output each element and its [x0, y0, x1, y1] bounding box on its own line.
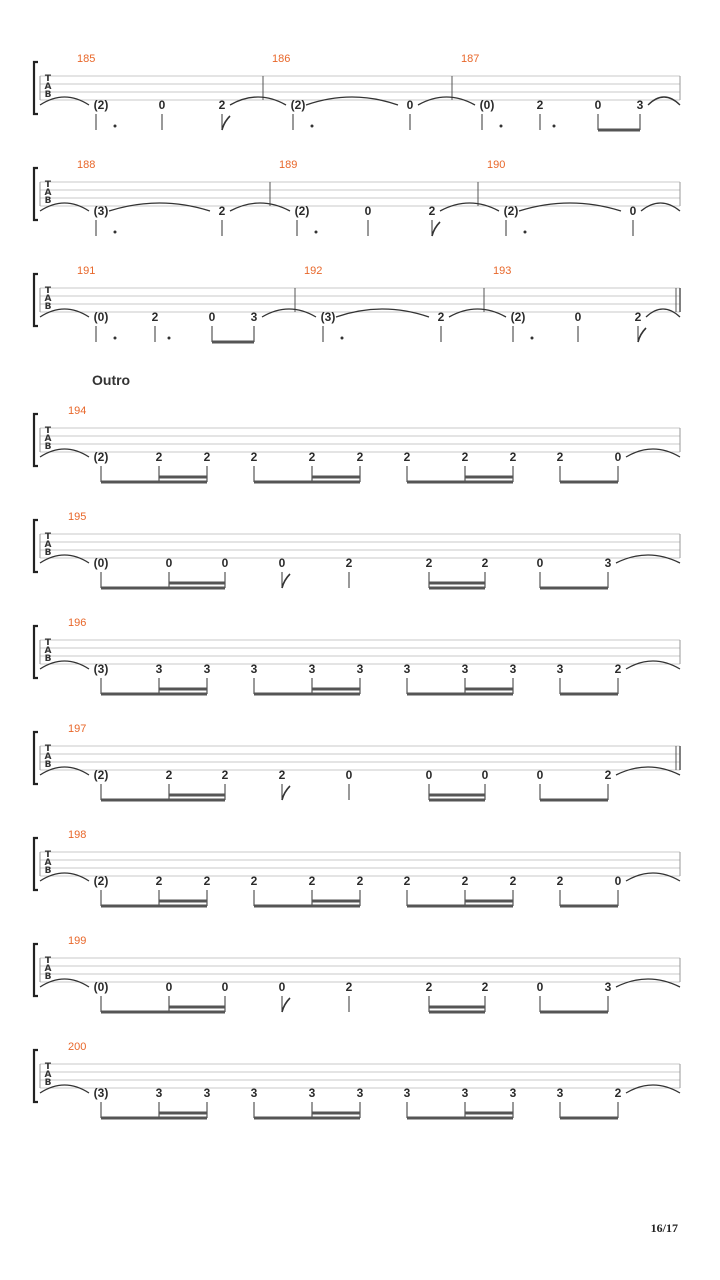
- tab-clef-b: B: [44, 760, 52, 770]
- fret-number: 2: [634, 310, 642, 324]
- tie-out: [616, 767, 680, 775]
- fret-number: (2): [93, 98, 109, 112]
- fret-number: 0: [536, 980, 544, 994]
- page-number: 16/17: [650, 1221, 678, 1235]
- tab-clef-a: A: [44, 540, 52, 550]
- fret-number: 0: [536, 768, 544, 782]
- measure-number: 186: [272, 53, 291, 65]
- rhythm-dot: [524, 231, 527, 234]
- fret-number: 0: [221, 980, 229, 994]
- measure-number: 194: [68, 405, 87, 417]
- fret-number: 2: [536, 98, 544, 112]
- fret-number: 0: [614, 450, 622, 464]
- tie-out: [230, 203, 290, 211]
- tab-system: [34, 617, 680, 694]
- tab-clef-a: A: [44, 646, 52, 656]
- tab-clef-t: T: [44, 850, 52, 860]
- fret-number: 2: [151, 310, 159, 324]
- fret-number: 2: [345, 556, 353, 570]
- fret-number: 3: [308, 1086, 316, 1100]
- eighth-flag: [432, 222, 440, 236]
- tie-out: [519, 203, 621, 211]
- measure-number: 200: [68, 1041, 87, 1053]
- fret-number: (3): [93, 662, 109, 676]
- measure-number: 192: [304, 265, 323, 277]
- fret-number: (3): [93, 1086, 109, 1100]
- tie-out: [616, 555, 680, 563]
- fret-number: (2): [290, 98, 306, 112]
- fret-number: 3: [509, 1086, 517, 1100]
- tab-clef-a: A: [44, 434, 52, 444]
- tab-clef-a: A: [44, 82, 52, 92]
- tab-clef-t: T: [44, 286, 52, 296]
- fret-number: 2: [556, 450, 564, 464]
- rhythm-dot: [114, 125, 117, 128]
- fret-number: 2: [155, 874, 163, 888]
- system-bracket: [34, 838, 38, 890]
- tab-clef-t: T: [44, 1062, 52, 1072]
- tab-system: [34, 723, 680, 800]
- fret-number: 3: [556, 662, 564, 676]
- tab-clef-b: B: [44, 302, 52, 312]
- fret-number: 2: [250, 874, 258, 888]
- measure-number: 185: [77, 53, 96, 65]
- fret-number: 2: [356, 450, 364, 464]
- tie-out: [306, 97, 398, 105]
- system-bracket: [34, 414, 38, 466]
- fret-number: 2: [345, 980, 353, 994]
- fret-number: 3: [356, 1086, 364, 1100]
- system-bracket: [34, 944, 38, 996]
- fret-number: 3: [250, 310, 258, 324]
- tab-clef-b: B: [44, 90, 52, 100]
- fret-number: 3: [203, 1086, 211, 1100]
- tab-clef-t: T: [44, 744, 52, 754]
- fret-number: 2: [428, 204, 436, 218]
- tab-clef-t: T: [44, 638, 52, 648]
- measure-number: 187: [461, 53, 480, 65]
- fret-number: 0: [594, 98, 602, 112]
- tab-clef-a: A: [44, 964, 52, 974]
- fret-number: 2: [356, 874, 364, 888]
- fret-number: 3: [604, 556, 612, 570]
- tab-clef-b: B: [44, 442, 52, 452]
- fret-number: (2): [510, 310, 526, 324]
- system-bracket: [34, 626, 38, 678]
- fret-number: 3: [509, 662, 517, 676]
- tab-clef-b: B: [44, 866, 52, 876]
- tie-out: [109, 203, 210, 211]
- rhythm-dot: [114, 337, 117, 340]
- tie-out: [230, 97, 286, 105]
- fret-number: 3: [403, 662, 411, 676]
- measure-number: 189: [279, 159, 298, 171]
- fret-number: 2: [250, 450, 258, 464]
- fret-number: 2: [308, 874, 316, 888]
- tab-system: [34, 53, 680, 130]
- tab-clef-b: B: [44, 548, 52, 558]
- fret-number: 0: [165, 980, 173, 994]
- fret-number: (2): [93, 874, 109, 888]
- fret-number: 2: [509, 450, 517, 464]
- fret-number: 3: [356, 662, 364, 676]
- tab-clef-t: T: [44, 74, 52, 84]
- fret-number: 2: [221, 768, 229, 782]
- tab-system: [34, 829, 680, 906]
- fret-number: 3: [604, 980, 612, 994]
- rhythm-dot: [500, 125, 503, 128]
- fret-number: (2): [93, 450, 109, 464]
- tab-clef-t: T: [44, 532, 52, 542]
- fret-number: 0: [425, 768, 433, 782]
- measure-number: 198: [68, 829, 87, 841]
- system-bracket: [34, 520, 38, 572]
- fret-number: 3: [461, 1086, 469, 1100]
- tab-clef-t: T: [44, 956, 52, 966]
- fret-number: (3): [93, 204, 109, 218]
- measure-number: 191: [77, 265, 96, 277]
- measure-number: 190: [487, 159, 506, 171]
- tab-system: [34, 265, 680, 342]
- tab-clef-a: A: [44, 188, 52, 198]
- fret-number: 2: [403, 450, 411, 464]
- fret-number: 3: [250, 1086, 258, 1100]
- fret-number: 2: [308, 450, 316, 464]
- rhythm-dot: [168, 337, 171, 340]
- fret-number: 2: [556, 874, 564, 888]
- tie-out: [440, 203, 499, 211]
- fret-number: 0: [481, 768, 489, 782]
- fret-number: 3: [403, 1086, 411, 1100]
- fret-number: 0: [221, 556, 229, 570]
- fret-number: 0: [536, 556, 544, 570]
- rhythm-dot: [114, 231, 117, 234]
- tie-out: [262, 309, 316, 317]
- system-bracket: [34, 168, 38, 220]
- fret-number: 0: [278, 980, 286, 994]
- tie-out: [418, 97, 475, 105]
- tab-clef-b: B: [44, 654, 52, 664]
- measure-number: 195: [68, 511, 87, 523]
- fret-number: (2): [294, 204, 310, 218]
- fret-number: 3: [636, 98, 644, 112]
- system-bracket: [34, 732, 38, 784]
- fret-number: 0: [614, 874, 622, 888]
- fret-number: 2: [461, 874, 469, 888]
- tie-out: [626, 661, 680, 669]
- fret-number: (0): [93, 556, 109, 570]
- tie-out: [641, 203, 680, 211]
- tab-system: [34, 1041, 680, 1118]
- fret-number: (0): [479, 98, 495, 112]
- fret-number: 2: [155, 450, 163, 464]
- tie-out: [626, 1085, 680, 1093]
- fret-number: 2: [218, 204, 226, 218]
- tie-out: [449, 309, 506, 317]
- fret-number: (0): [93, 980, 109, 994]
- rhythm-dot: [553, 125, 556, 128]
- fret-number: 2: [203, 874, 211, 888]
- fret-number: 2: [425, 980, 433, 994]
- fret-number: 3: [250, 662, 258, 676]
- system-bracket: [34, 62, 38, 114]
- fret-number: 2: [218, 98, 226, 112]
- rhythm-dot: [531, 337, 534, 340]
- eighth-flag: [222, 116, 230, 130]
- fret-number: (2): [93, 768, 109, 782]
- fret-number: 3: [556, 1086, 564, 1100]
- fret-number: 0: [574, 310, 582, 324]
- fret-number: 2: [461, 450, 469, 464]
- fret-number: 3: [155, 1086, 163, 1100]
- tab-clef-b: B: [44, 1078, 52, 1088]
- tie-out: [626, 449, 680, 457]
- rhythm-dot: [311, 125, 314, 128]
- fret-number: (0): [93, 310, 109, 324]
- fret-number: 3: [155, 662, 163, 676]
- tab-clef-a: A: [44, 858, 52, 868]
- tab-clef-b: B: [44, 196, 52, 206]
- eighth-flag: [282, 998, 290, 1012]
- fret-number: 0: [158, 98, 166, 112]
- tab-system: [34, 159, 680, 236]
- tie-out: [336, 309, 429, 317]
- measure-number: 196: [68, 617, 87, 629]
- fret-number: 0: [629, 204, 637, 218]
- tie-out: [648, 97, 680, 105]
- eighth-flag: [282, 574, 290, 588]
- fret-number: 0: [345, 768, 353, 782]
- tie-out: [616, 979, 680, 987]
- rhythm-dot: [341, 337, 344, 340]
- tab-clef-a: A: [44, 752, 52, 762]
- tab-clef-t: T: [44, 180, 52, 190]
- fret-number: 3: [461, 662, 469, 676]
- fret-number: 2: [278, 768, 286, 782]
- fret-number: 2: [481, 556, 489, 570]
- fret-number: 0: [364, 204, 372, 218]
- fret-number: 2: [425, 556, 433, 570]
- tab-clef-a: A: [44, 294, 52, 304]
- tab-clef-t: T: [44, 426, 52, 436]
- fret-number: 0: [278, 556, 286, 570]
- fret-number: 2: [403, 874, 411, 888]
- fret-number: 2: [437, 310, 445, 324]
- system-bracket: [34, 274, 38, 326]
- fret-number: 3: [308, 662, 316, 676]
- measure-number: 188: [77, 159, 96, 171]
- tab-system: [34, 405, 680, 482]
- fret-number: 3: [203, 662, 211, 676]
- measure-number: 197: [68, 723, 87, 735]
- measure-number: 199: [68, 935, 87, 947]
- fret-number: 0: [165, 556, 173, 570]
- tab-clef-b: B: [44, 972, 52, 982]
- rhythm-dot: [315, 231, 318, 234]
- fret-number: 0: [406, 98, 414, 112]
- fret-number: 2: [165, 768, 173, 782]
- fret-number: 2: [481, 980, 489, 994]
- tab-system: [34, 511, 680, 588]
- eighth-flag: [282, 786, 290, 800]
- fret-number: 0: [208, 310, 216, 324]
- fret-number: 2: [604, 768, 612, 782]
- section-label-outro: Outro: [92, 372, 131, 388]
- measure-number: 193: [493, 265, 512, 277]
- tie-out: [646, 309, 680, 317]
- fret-number: 2: [203, 450, 211, 464]
- fret-number: (3): [320, 310, 336, 324]
- eighth-flag: [638, 328, 646, 342]
- fret-number: 2: [614, 1086, 622, 1100]
- tab-system: [34, 935, 680, 1012]
- system-bracket: [34, 1050, 38, 1102]
- fret-number: (2): [503, 204, 519, 218]
- fret-number: 2: [509, 874, 517, 888]
- tab-clef-a: A: [44, 1070, 52, 1080]
- fret-number: 2: [614, 662, 622, 676]
- tie-out: [626, 873, 680, 881]
